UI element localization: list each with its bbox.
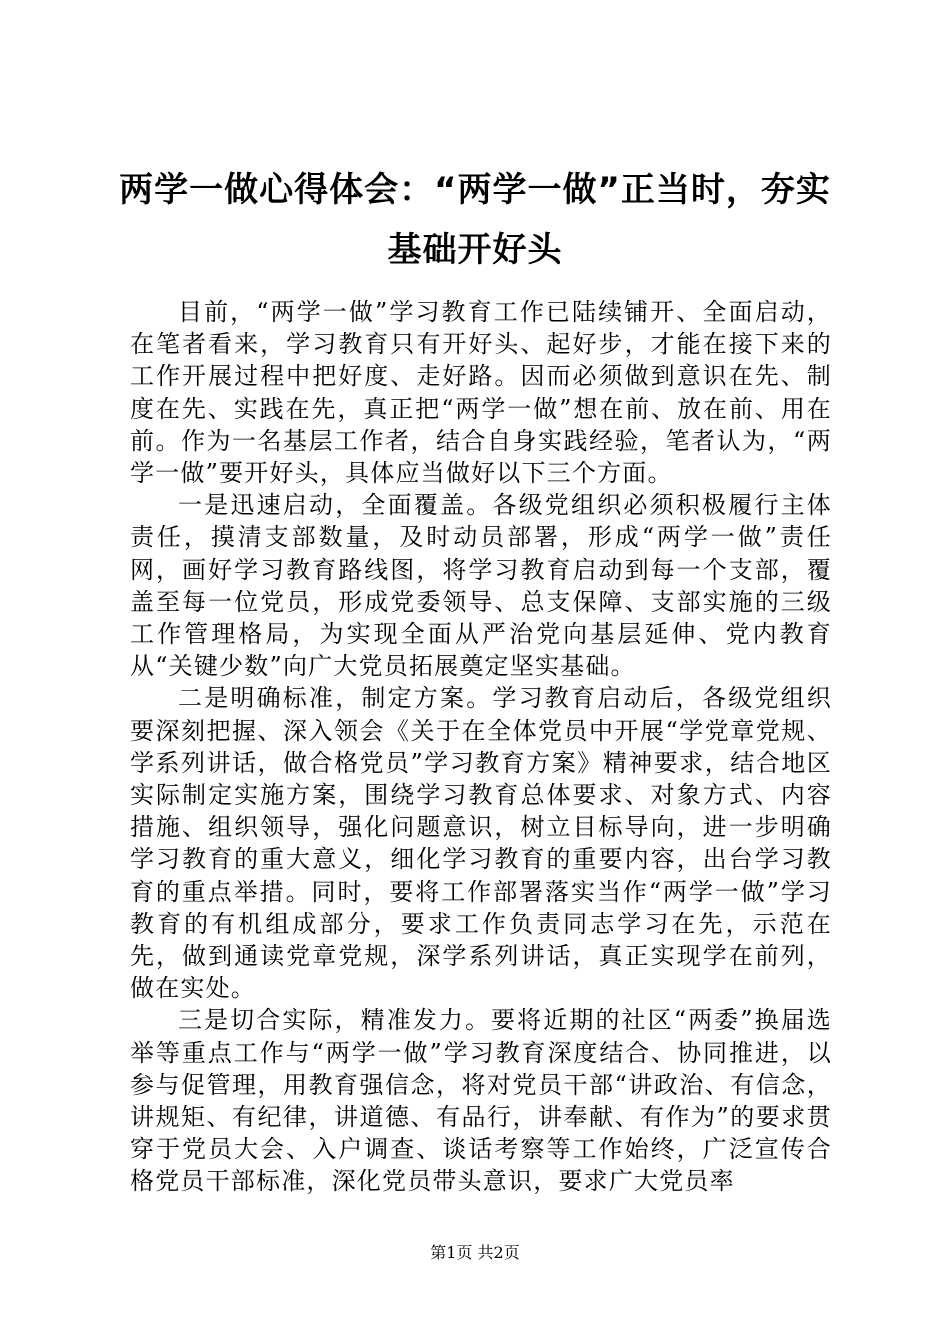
paragraph-intro: 目前，“两学一做”学习教育工作已陆续铺开、全面启动，在笔者看来，学习教育只有开好头、起好步，才能在接下来的工作开展过程中把好度、走好路。因而必须做到意识在先、制度在先、实践在先，真正把“两学一做”想在前、放在前、用在前。作为一名基层工作者，结合自身实践经验，笔者认为，“两学一做”要开好头，具体应当做好以下三个方面。	[130, 298, 832, 488]
document-title: 两学一做心得体会：“两学一做”正当时，夯实基础开好头	[119, 170, 831, 270]
paragraph-point-three: 三是切合实际，精准发力。要将近期的社区“两委”换届选举等重点工作与“两学一做”学习教育深度结合、协同推进，以参与促管理，用教育强信念，将对党员干部“讲政治、有信念，讲规矩、有纪律，讲道德、有品行，讲奉献、有作为”的要求贯穿于党员大会、入户调查、谈话考察等工作始终，广泛宣传合格党员干部标准，深化党员带头意识，要求广大党员率	[130, 1006, 832, 1196]
paragraph-point-one: 一是迅速启动，全面覆盖。各级党组织必须积极履行主体责任，摸清支部数量，及时动员部署，形成“两学一做”责任网，画好学习教育路线图，将学习教育启动到每一个支部，覆盖至每一位党员，形成党委领导、总支保障、支部实施的三级工作管理格局，为实现全面从严治党向基层延伸、党内教育从“关键少数”向广大党员拓展奠定坚实基础。	[130, 491, 832, 681]
document-body	[130, 296, 832, 1198]
paragraph-point-two: 二是明确标准，制定方案。学习教育启动后，各级党组织要深刻把握、深入领会《关于在全体党员中开展“学党章党规、学系列讲话，做合格党员”学习教育方案》精神要求，结合地区实际制定实施方案，围绕学习教育总体要求、对象方式、内容措施、组织领导，强化问题意识，树立目标导向，进一步明确学习教育的重大意义，细化学习教育的重要内容，出台学习教育的重点举措。同时，要将工作部署落实当作“两学一做”学习教育的有机组成部分，要求工作负责同志学习在先，示范在先，做到通读党章党规，深学系列讲话，真正实现学在前列，做在实处。	[130, 684, 832, 1003]
page-footer: 第1页 共2页	[430, 1243, 520, 1262]
